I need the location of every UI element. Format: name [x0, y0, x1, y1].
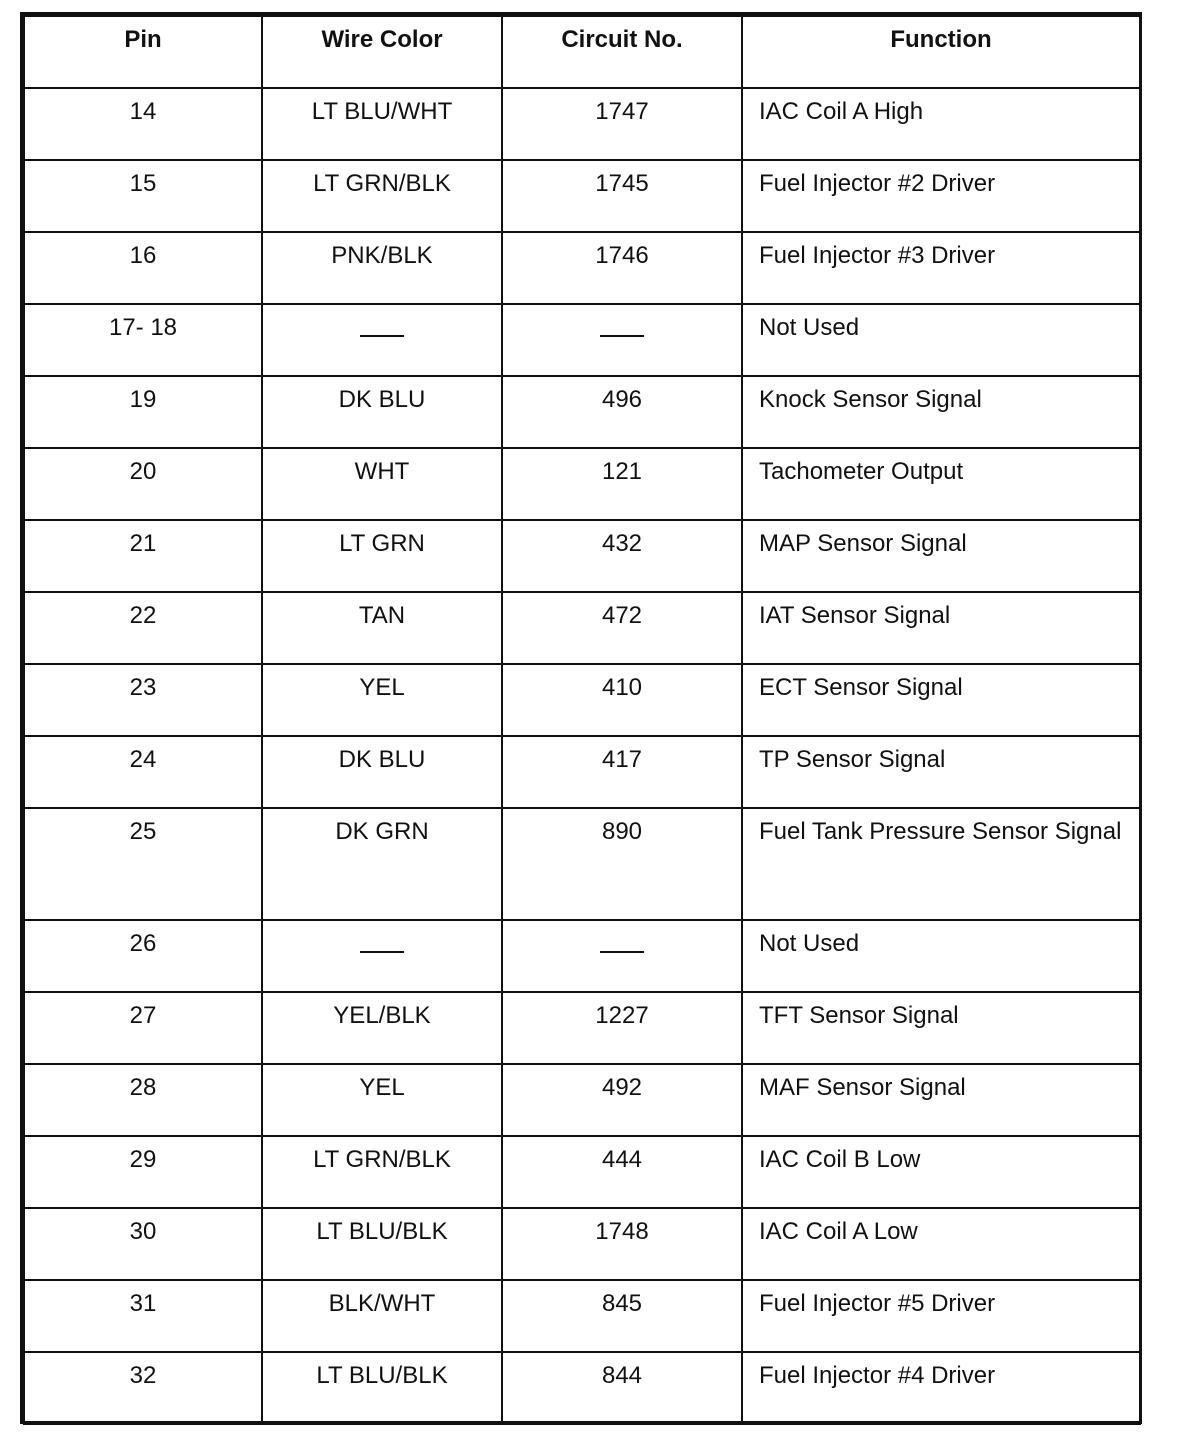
- wire-color-cell: LT BLU/BLK: [262, 1352, 502, 1424]
- circuit-no-cell: 410: [502, 664, 742, 736]
- pin-cell: 17- 18: [24, 304, 262, 376]
- table-row: [24, 448, 1140, 520]
- pin-cell: 32: [24, 1352, 262, 1424]
- header-pin: Pin: [24, 16, 262, 88]
- function-cell: IAT Sensor Signal: [742, 592, 1140, 664]
- pinout-table-frame: [20, 12, 1142, 1424]
- function-cell: IAC Coil A High: [742, 88, 1140, 160]
- circuit-no-cell: 121: [502, 448, 742, 520]
- wire-color-cell: LT BLU/BLK: [262, 1208, 502, 1280]
- function-cell: ECT Sensor Signal: [742, 664, 1140, 736]
- table-row: [24, 1208, 1140, 1280]
- wire-color-cell: BLK/WHT: [262, 1280, 502, 1352]
- empty-dash: [600, 335, 644, 337]
- function-cell: MAF Sensor Signal: [742, 1064, 1140, 1136]
- function-cell: TP Sensor Signal: [742, 736, 1140, 808]
- pin-cell: 26: [24, 920, 262, 992]
- function-cell: Fuel Injector #4 Driver: [742, 1352, 1140, 1424]
- wire-color-cell: DK GRN: [262, 808, 502, 920]
- pin-cell: 27: [24, 992, 262, 1064]
- circuit-no-cell: 1745: [502, 160, 742, 232]
- table-row: [24, 88, 1140, 160]
- table-row: [24, 920, 1140, 992]
- pinout-table: [23, 15, 1141, 1425]
- function-cell: IAC Coil B Low: [742, 1136, 1140, 1208]
- pin-cell: 15: [24, 160, 262, 232]
- empty-dash: [360, 951, 404, 953]
- circuit-no-cell: 1748: [502, 1208, 742, 1280]
- function-cell: Not Used: [742, 920, 1140, 992]
- circuit-no-cell: 444: [502, 1136, 742, 1208]
- table-row: [24, 736, 1140, 808]
- wire-color-cell: LT GRN: [262, 520, 502, 592]
- function-cell: MAP Sensor Signal: [742, 520, 1140, 592]
- wire-color-cell: DK BLU: [262, 376, 502, 448]
- circuit-no-cell: 1746: [502, 232, 742, 304]
- pin-cell: 25: [24, 808, 262, 920]
- table-row: [24, 1136, 1140, 1208]
- circuit-no-cell: 432: [502, 520, 742, 592]
- function-cell: Fuel Injector #2 Driver: [742, 160, 1140, 232]
- wire-color-cell: LT BLU/WHT: [262, 88, 502, 160]
- wire-color-cell: [262, 304, 502, 376]
- pin-cell: 24: [24, 736, 262, 808]
- pin-cell: 14: [24, 88, 262, 160]
- function-cell: Fuel Tank Pressure Sensor Signal: [742, 808, 1140, 920]
- pin-cell: 22: [24, 592, 262, 664]
- table-row: [24, 992, 1140, 1064]
- header-circuit-no: Circuit No.: [502, 16, 742, 88]
- table-row: [24, 304, 1140, 376]
- pin-cell: 31: [24, 1280, 262, 1352]
- table-row: [24, 1352, 1140, 1424]
- circuit-no-cell: 1747: [502, 88, 742, 160]
- wire-color-cell: YEL/BLK: [262, 992, 502, 1064]
- circuit-no-cell: 845: [502, 1280, 742, 1352]
- table-row: [24, 160, 1140, 232]
- pin-cell: 23: [24, 664, 262, 736]
- pin-cell: 28: [24, 1064, 262, 1136]
- circuit-no-cell: 890: [502, 808, 742, 920]
- wire-color-cell: WHT: [262, 448, 502, 520]
- wire-color-cell: TAN: [262, 592, 502, 664]
- pin-cell: 20: [24, 448, 262, 520]
- function-cell: Knock Sensor Signal: [742, 376, 1140, 448]
- circuit-no-cell: 496: [502, 376, 742, 448]
- function-cell: IAC Coil A Low: [742, 1208, 1140, 1280]
- function-cell: Fuel Injector #5 Driver: [742, 1280, 1140, 1352]
- wire-color-cell: YEL: [262, 1064, 502, 1136]
- header-row: [24, 16, 1140, 88]
- pin-cell: 21: [24, 520, 262, 592]
- header-wire-color: Wire Color: [262, 16, 502, 88]
- wire-color-cell: DK BLU: [262, 736, 502, 808]
- header-function: Function: [742, 16, 1140, 88]
- circuit-no-cell: 492: [502, 1064, 742, 1136]
- wire-color-cell: LT GRN/BLK: [262, 160, 502, 232]
- pin-cell: 16: [24, 232, 262, 304]
- circuit-no-cell: 417: [502, 736, 742, 808]
- circuit-no-cell: 1227: [502, 992, 742, 1064]
- table-row: [24, 520, 1140, 592]
- table-row: [24, 592, 1140, 664]
- function-cell: TFT Sensor Signal: [742, 992, 1140, 1064]
- wire-color-cell: LT GRN/BLK: [262, 1136, 502, 1208]
- circuit-no-cell: [502, 304, 742, 376]
- circuit-no-cell: 844: [502, 1352, 742, 1424]
- table-row: [24, 1280, 1140, 1352]
- circuit-no-cell: [502, 920, 742, 992]
- table-row: [24, 808, 1140, 920]
- function-cell: Fuel Injector #3 Driver: [742, 232, 1140, 304]
- table-row: [24, 664, 1140, 736]
- wire-color-cell: [262, 920, 502, 992]
- function-cell: Not Used: [742, 304, 1140, 376]
- pin-cell: 19: [24, 376, 262, 448]
- empty-dash: [360, 335, 404, 337]
- circuit-no-cell: 472: [502, 592, 742, 664]
- table-row: [24, 232, 1140, 304]
- table-row: [24, 376, 1140, 448]
- wire-color-cell: YEL: [262, 664, 502, 736]
- pin-cell: 30: [24, 1208, 262, 1280]
- empty-dash: [600, 951, 644, 953]
- pin-cell: 29: [24, 1136, 262, 1208]
- function-cell: Tachometer Output: [742, 448, 1140, 520]
- wire-color-cell: PNK/BLK: [262, 232, 502, 304]
- table-row: [24, 1064, 1140, 1136]
